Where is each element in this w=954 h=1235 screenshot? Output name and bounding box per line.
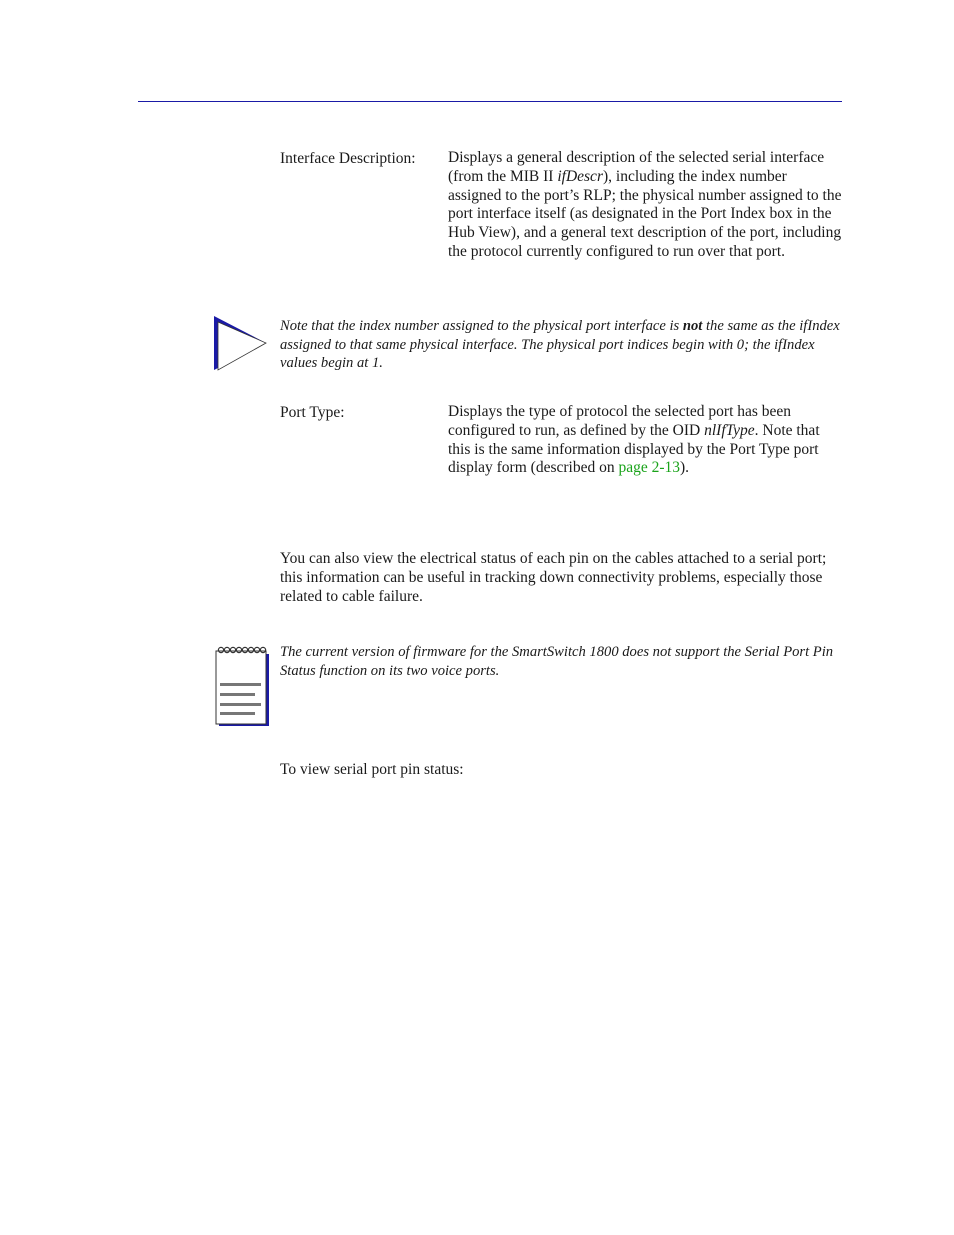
notepad-icon [214, 644, 272, 728]
arrow-note-icon [212, 314, 270, 374]
port-type-text-3: ). [680, 459, 690, 477]
ifdescr-oid: ifDescr [557, 167, 603, 185]
port-type-text-1: Displays the type of protocol the selected port has been configured to run, as defined by the OID [448, 403, 792, 439]
header-rule [138, 101, 842, 102]
pin-status-paragraph: You can also view the electrical status of each pin on the cables attached to a serial port; this information can be useful in tracking down connectivity problems, especially those related to cable failure. [280, 550, 827, 605]
instruction-paragraph: To view serial port pin status: [280, 761, 464, 778]
port-type-text-2: . Note that this is the same information displayed by the Port Type port display form (described on [448, 421, 820, 477]
note-ifindex-text-1: Note that the index number assigned to the physical port interface is [280, 318, 683, 334]
nliftype-oid: nlIfType [704, 421, 755, 439]
port-type-term: Port Type: [280, 404, 345, 421]
page-2-13-link[interactable]: page 2-13 [618, 459, 681, 477]
interface-description-term: Interface Description: [280, 150, 416, 167]
interface-description-text-1: Displays a general description of the selected serial interface (from the MIB II [448, 149, 825, 185]
note-ifindex-emphasis: not [682, 318, 703, 334]
note-ifindex-text [280, 317, 840, 373]
interface-description-body [448, 149, 844, 262]
port-type-body [448, 403, 844, 478]
note-ifindex-text-2: the same as the ifIndex assigned to that same physical interface. The physical port indices begin with 0; the ifIndex values begin at 1. [280, 318, 840, 371]
interface-description-text-2: ), including the index number assigned to the port’s RLP; the physical number assigned to the port interface itself (as designated in the Port Index box in the Hub View), and a general text description of the port, including the protocol currently configured to run over that port. [448, 167, 842, 260]
note-firmware-text: The current version of firmware for the SmartSwitch 1800 does not support the Serial Port Pin Status function on its two voice ports. [280, 644, 834, 679]
